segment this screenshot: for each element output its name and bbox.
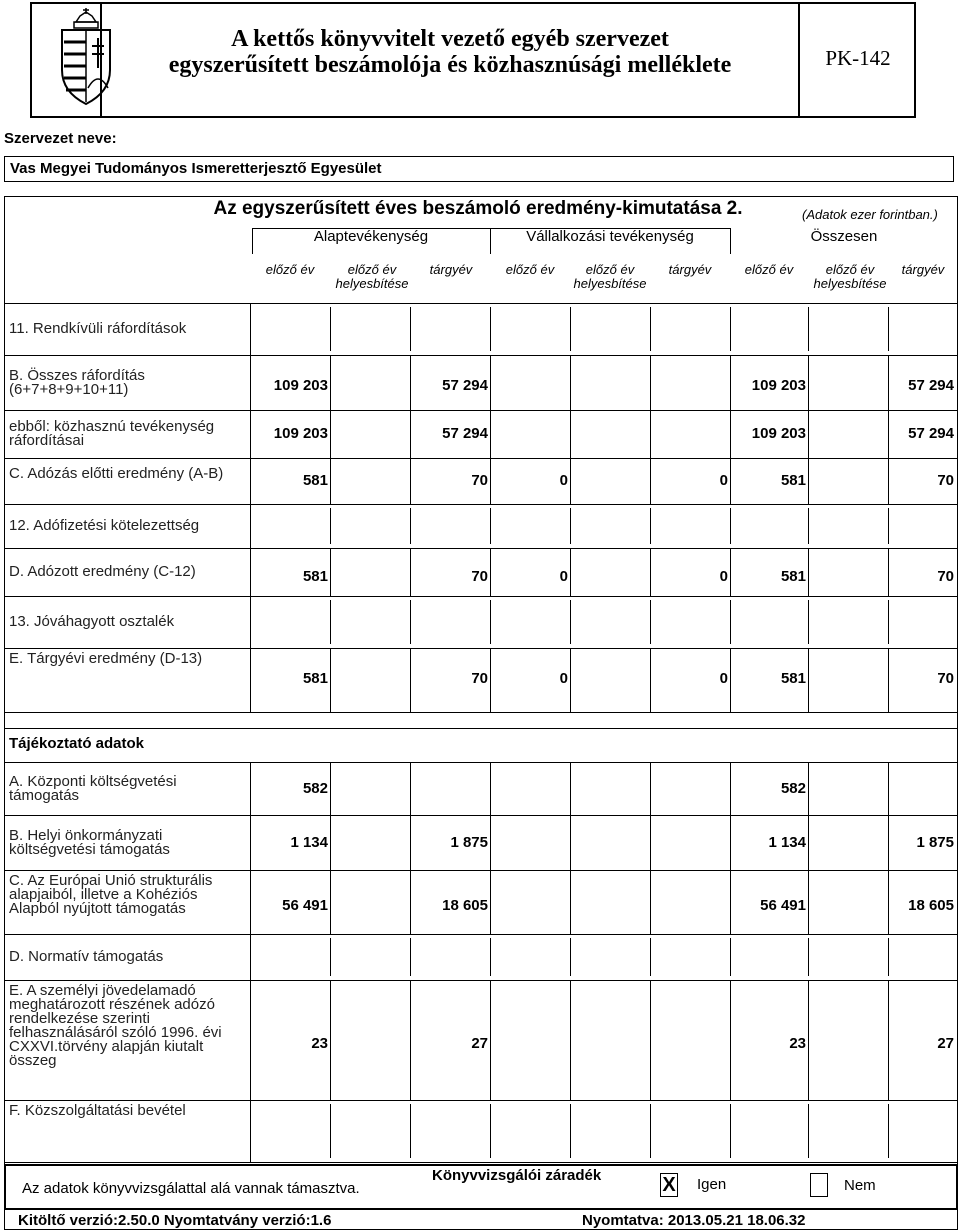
grid-line-v — [570, 508, 571, 544]
grid-line-v — [330, 458, 331, 504]
row-value-cell[interactable]: 0 — [719, 670, 728, 687]
grid-line-v — [250, 596, 251, 648]
grid-line-v — [330, 548, 331, 596]
row-value-cell[interactable]: 581 — [302, 568, 328, 585]
info-row-value-cell[interactable]: 23 — [311, 1035, 328, 1052]
grid-line-v — [650, 307, 651, 351]
version-info: Kitöltő verzió:2.50.0 Nyomtatvány verzió:1.6 — [18, 1212, 332, 1229]
grid-line-v — [808, 938, 809, 976]
grid-line-h — [4, 712, 958, 713]
grid-line-v — [250, 934, 251, 980]
row-label: E. Tárgyévi eredmény (D-13) — [9, 650, 203, 667]
grid-line-v — [330, 355, 331, 410]
grid-line-v — [410, 938, 411, 976]
organization-name: Vas Megyei Tudományos Ismeretterjesztő Egyesület — [10, 160, 382, 177]
grid-line-v — [250, 1100, 251, 1162]
row-value-cell[interactable]: 109 203 — [751, 377, 806, 394]
info-row-value-cell[interactable]: 23 — [789, 1035, 806, 1052]
row-value-cell[interactable]: 70 — [937, 670, 954, 687]
grid-line-v — [808, 762, 809, 815]
form-code: PK-142 — [825, 46, 891, 70]
info-row-value-cell[interactable]: 56 491 — [760, 897, 806, 914]
info-row-value-cell[interactable]: 582 — [780, 780, 806, 797]
row-value-cell[interactable]: 0 — [559, 670, 568, 687]
column-heading: tárgyév — [668, 262, 712, 277]
grid-line-v — [730, 1104, 731, 1158]
grid-line-v — [490, 1104, 491, 1158]
grid-line-v — [410, 1104, 411, 1158]
grid-line-h — [4, 303, 958, 304]
column-group-heading: Összesen — [810, 228, 878, 245]
grid-line-v — [490, 307, 491, 351]
grid-line-v — [410, 307, 411, 351]
grid-line-v — [730, 508, 731, 544]
row-value-cell[interactable]: 109 203 — [273, 425, 328, 442]
row-value-cell[interactable]: 581 — [780, 472, 806, 489]
row-label: D. Adózott eredmény (C-12) — [9, 563, 196, 580]
grid-line-v — [730, 938, 731, 976]
row-label: C. Adózás előtti eredmény (A-B) — [9, 465, 224, 482]
row-value-cell[interactable]: 109 203 — [273, 377, 328, 394]
grid-line-v — [888, 307, 889, 351]
grid-line-v — [570, 458, 571, 504]
grid-line-v — [330, 410, 331, 458]
grid-line-v — [330, 600, 331, 644]
grid-line-v — [570, 980, 571, 1100]
column-heading: előző év — [505, 262, 555, 277]
grid-line-v — [570, 815, 571, 870]
grid-line-v — [570, 938, 571, 976]
grid-line-v — [570, 410, 571, 458]
grid-line-v — [888, 762, 889, 815]
row-value-cell[interactable]: 0 — [559, 568, 568, 585]
audit-clause-title: Könyvvizsgálói záradék — [432, 1167, 602, 1184]
audit-yes-checkbox[interactable]: X — [660, 1173, 678, 1197]
column-heading: előző év — [265, 262, 315, 277]
info-section-title: Tájékoztató adatok — [9, 735, 145, 752]
grid-line-v — [650, 870, 651, 934]
grid-line-v — [650, 410, 651, 458]
row-value-cell[interactable]: 581 — [302, 472, 328, 489]
info-row-value-cell[interactable]: 18 605 — [908, 897, 954, 914]
info-row-value-cell[interactable]: 1 875 — [916, 834, 954, 851]
grid-line-v — [650, 600, 651, 644]
grid-line-v — [808, 1104, 809, 1158]
grid-line-v — [650, 508, 651, 544]
info-row-value-cell[interactable]: 18 605 — [442, 897, 488, 914]
grid-line-v — [888, 600, 889, 644]
row-value-cell[interactable]: 70 — [937, 472, 954, 489]
grid-line-v — [410, 508, 411, 544]
form-title-line2: egyszerűsített beszámolója és közhasznúsági melléklete — [168, 52, 732, 78]
info-row-value-cell[interactable]: 1 134 — [768, 834, 806, 851]
info-row-label: E. A személyi jövedelamadó meghatározott részének adózó rendelkezése szerinti felhasználásáról szóló 1996. évi CXXVI.törvény alapján kiutalt összeg — [9, 982, 222, 1069]
grid-line-v — [330, 307, 331, 351]
grid-line-h — [4, 548, 958, 549]
grid-line-v — [730, 307, 731, 351]
audit-no-label: Nem — [844, 1177, 876, 1194]
grid-line-v — [330, 762, 331, 815]
row-value-cell[interactable]: 109 203 — [751, 425, 806, 442]
column-heading: előző év helyesbítése — [813, 262, 887, 291]
info-row-label: F. Közszolgáltatási bevétel — [9, 1102, 186, 1119]
grid-line-v — [808, 648, 809, 712]
row-value-cell[interactable]: 70 — [471, 568, 488, 585]
grid-line-v — [650, 762, 651, 815]
grid-line-v — [570, 648, 571, 712]
grid-line-v — [330, 508, 331, 544]
grid-line-h — [4, 728, 958, 729]
column-heading: előző év helyesbítése — [573, 262, 647, 291]
audit-yes-label: Igen — [697, 1176, 727, 1193]
row-label: B. Összes ráfordítás (6+7+8+9+10+11) — [9, 366, 145, 398]
form-title-line1: A kettős könyvvitelt vezető egyéb szervezet — [231, 26, 669, 52]
grid-line-v — [730, 600, 731, 644]
info-row-label: B. Helyi önkormányzati költségvetési támogatás — [9, 826, 170, 858]
info-row-value-cell[interactable]: 27 — [471, 1035, 488, 1052]
grid-line-v — [570, 307, 571, 351]
grid-line-v — [888, 1104, 889, 1158]
grid-line-v — [650, 355, 651, 410]
grid-line-h — [4, 504, 958, 505]
income-statement-table — [4, 196, 958, 1230]
grid-line-v — [250, 303, 251, 355]
audit-statement: Az adatok könyvvizsgálattal alá vannak támasztva. — [22, 1180, 360, 1197]
grid-line-v — [490, 410, 491, 458]
grid-line-v — [808, 548, 809, 596]
grid-line-v — [808, 458, 809, 504]
grid-line-v — [250, 504, 251, 548]
grid-line-v — [490, 815, 491, 870]
info-row-value-cell[interactable]: 1 134 — [290, 834, 328, 851]
grid-line-v — [570, 1104, 571, 1158]
column-group-heading: Alaptevékenység — [313, 228, 429, 245]
grid-line-v — [330, 870, 331, 934]
grid-line-v — [808, 508, 809, 544]
info-row-value-cell[interactable]: 27 — [937, 1035, 954, 1052]
info-row-value-cell[interactable]: 1 875 — [450, 834, 488, 851]
column-heading: előző év — [744, 262, 794, 277]
grid-line-h — [4, 355, 958, 356]
grid-line-h — [4, 815, 958, 816]
grid-line-v — [410, 762, 411, 815]
grid-line-v — [330, 1104, 331, 1158]
report-title: Az egyszerűsített éves beszámoló eredmény-kimutatása 2. — [213, 198, 743, 219]
row-label: 12. Adófizetési kötelezettség — [9, 517, 200, 534]
grid-line-v — [808, 307, 809, 351]
unit-note: (Adatok ezer forintban.) — [802, 207, 938, 222]
row-label: ebből: közhasznú tevékenység ráfordításai — [9, 418, 215, 449]
info-row-label: C. Az Európai Unió strukturális alapjaiból, illetve a Kohéziós Alapból nyújtott támogatás — [9, 872, 213, 917]
grid-line-v — [888, 508, 889, 544]
row-value-cell[interactable]: 0 — [559, 472, 568, 489]
grid-line-v — [808, 815, 809, 870]
info-row-label: D. Normatív támogatás — [9, 948, 164, 965]
grid-line-v — [330, 815, 331, 870]
grid-line-v — [650, 815, 651, 870]
grid-line-v — [330, 980, 331, 1100]
row-value-cell[interactable]: 57 294 — [908, 377, 954, 394]
print-timestamp: Nyomtatva: 2013.05.21 18.06.32 — [582, 1212, 806, 1229]
grid-line-h — [4, 1162, 958, 1163]
row-value-cell[interactable]: 581 — [302, 670, 328, 687]
column-heading: tárgyév — [429, 262, 473, 277]
column-heading: tárgyév — [901, 262, 945, 277]
grid-line-v — [490, 600, 491, 644]
grid-line-h — [4, 1100, 958, 1101]
row-label: 11. Rendkívüli ráfordítások — [9, 320, 187, 337]
grid-line-v — [490, 870, 491, 934]
grid-line-v — [808, 600, 809, 644]
grid-line-v — [410, 600, 411, 644]
form-title — [100, 26, 800, 78]
row-value-cell[interactable]: 57 294 — [442, 377, 488, 394]
grid-line-v — [808, 355, 809, 410]
grid-line-v — [490, 980, 491, 1100]
grid-line-v — [330, 648, 331, 712]
grid-line-v — [650, 1104, 651, 1158]
row-value-cell[interactable]: 581 — [780, 568, 806, 585]
grid-line-v — [808, 870, 809, 934]
grid-line-v — [490, 355, 491, 410]
grid-line-v — [490, 762, 491, 815]
grid-line-v — [570, 600, 571, 644]
grid-line-v — [570, 548, 571, 596]
row-value-cell[interactable]: 57 294 — [908, 425, 954, 442]
grid-line-v — [490, 938, 491, 976]
grid-line-v — [570, 762, 571, 815]
row-value-cell[interactable]: 57 294 — [442, 425, 488, 442]
grid-line-v — [570, 355, 571, 410]
grid-line-v — [650, 938, 651, 976]
audit-no-checkbox[interactable] — [810, 1173, 828, 1197]
organization-label: Szervezet neve: — [4, 130, 117, 147]
row-value-cell[interactable]: 0 — [719, 472, 728, 489]
grid-line-h — [4, 870, 958, 871]
grid-line-h — [4, 458, 958, 459]
grid-line-v — [808, 980, 809, 1100]
grid-line-h — [4, 934, 958, 935]
grid-line-h — [4, 980, 958, 981]
grid-line-v — [650, 980, 651, 1100]
info-row-value-cell[interactable]: 582 — [302, 780, 328, 797]
grid-line-v — [570, 870, 571, 934]
column-heading: előző év helyesbítése — [335, 262, 409, 291]
grid-line-v — [490, 508, 491, 544]
grid-line-v — [808, 410, 809, 458]
grid-line-h — [4, 410, 958, 411]
row-label: 13. Jóváhagyott osztalék — [9, 613, 175, 630]
grid-line-v — [888, 938, 889, 976]
row-value-cell[interactable]: 70 — [937, 568, 954, 585]
info-row-value-cell[interactable]: 56 491 — [282, 897, 328, 914]
grid-line-h — [4, 596, 958, 597]
column-group-heading: Vállalkozási tevékenység — [526, 228, 694, 245]
row-value-cell[interactable]: 581 — [780, 670, 806, 687]
row-value-cell[interactable]: 70 — [471, 472, 488, 489]
grid-line-h — [4, 762, 958, 763]
row-value-cell[interactable]: 70 — [471, 670, 488, 687]
row-value-cell[interactable]: 0 — [719, 568, 728, 585]
info-row-label: A. Központi költségvetési támogatás — [9, 772, 177, 804]
grid-line-v — [330, 938, 331, 976]
grid-line-h — [4, 648, 958, 649]
